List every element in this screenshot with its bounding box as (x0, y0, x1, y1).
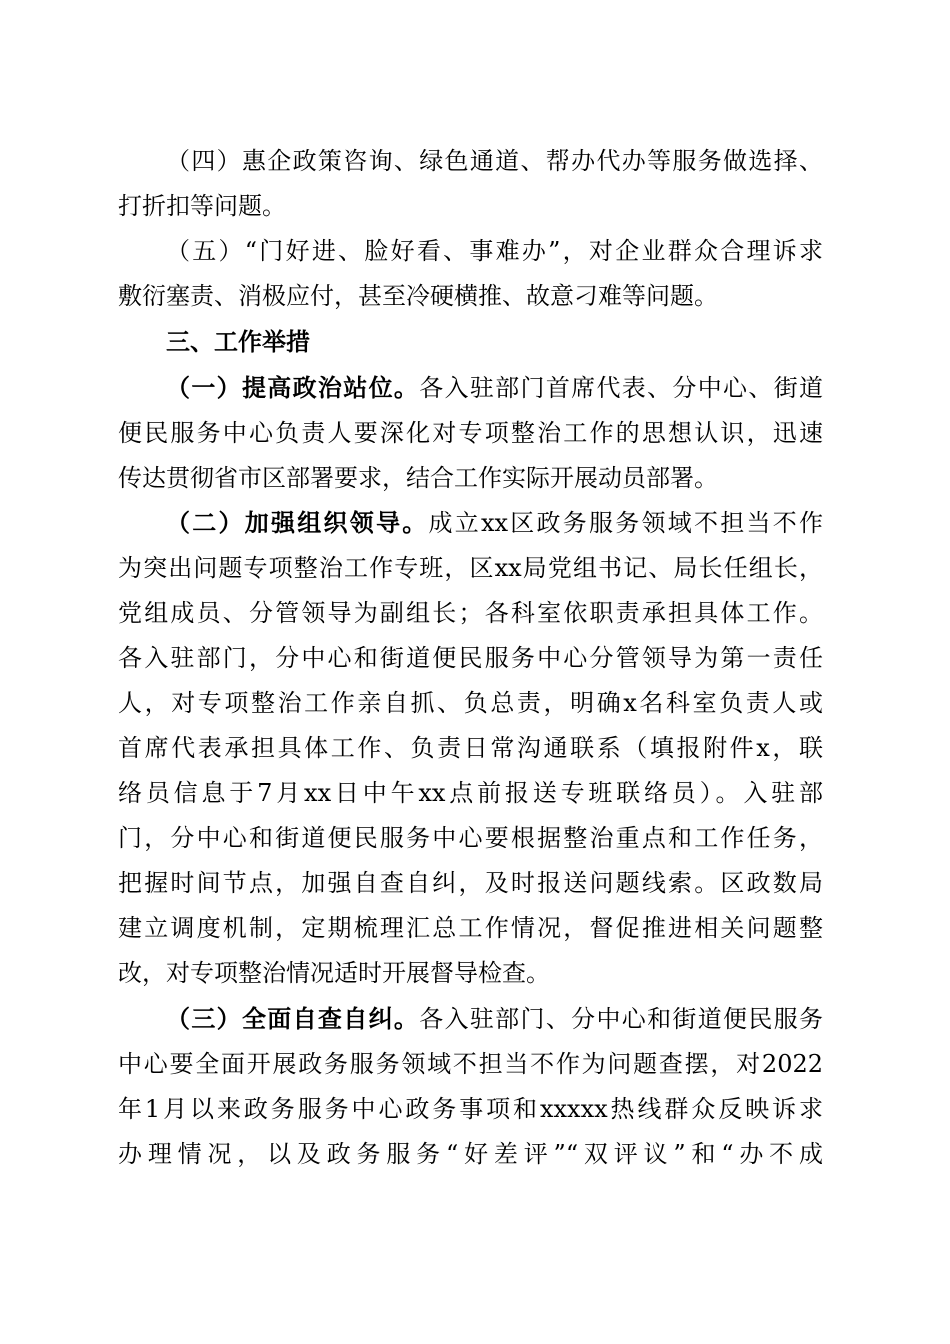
measure-two-line-8: 门，分中心和街道便民服务中心要根据整治重点和工作任务， (118, 824, 823, 852)
item-five-line-1 (166, 228, 823, 274)
item-five-text-1: “门好进、脸好看、事难办”，对企业群众合理诉求 (244, 237, 823, 265)
measure-three-text-1: 各入驻部门、分中心和街道便民服务 (419, 1005, 824, 1033)
measure-two-line-5: 人，对专项整治工作亲自抓、负总责，明确x名科室负责人或 (118, 689, 823, 717)
section-heading: 三、工作举措 (166, 328, 310, 356)
item-five-marker: （五） (166, 237, 245, 265)
measure-three-title: 全面自查自纠。 (241, 1004, 420, 1033)
measure-two-text-1: 成立xx区政务服务领域不担当不作 (428, 509, 824, 537)
measure-three-line-1 (166, 996, 823, 1042)
measure-one-line-1 (166, 365, 823, 411)
measure-two-line-2: 为突出问题专项整治工作专班，区xx局党组书记、局长任组长， (118, 554, 823, 582)
measure-one-line-2: 便民服务中心负责人要深化对专项整治工作的思想认识，迅速 (118, 419, 823, 447)
measure-two-line-6: 首席代表承担具体工作、负责日常沟通联系（填报附件x，联 (118, 734, 823, 762)
measure-two-line-9: 把握时间节点，加强自查自纠，及时报送问题线索。区政数局 (118, 869, 823, 897)
measure-three-line-4: 办理情况，以及政务服务“好差评”“双评议”和“办不成 (118, 1140, 823, 1168)
measure-one-marker: （一） (166, 373, 242, 402)
measure-three-line-3: 年1月以来政务服务中心政务事项和xxxxx热线群众反映诉求 (118, 1095, 823, 1123)
measure-two-line-4: 各入驻部门，分中心和街道便民服务中心分管领导为第一责任 (118, 644, 823, 672)
item-four-line-1 (166, 138, 823, 184)
measure-one-text-1: 各入驻部门首席代表、分中心、街道 (419, 374, 824, 402)
measure-two-title: 加强组织领导。 (244, 508, 429, 537)
measure-three-line-2: 中心要全面开展政务服务领域不担当不作为问题查摆，对2022 (118, 1050, 823, 1078)
measure-three-marker: （三） (166, 1004, 242, 1033)
measure-one-line-3: 传达贯彻省市区部署要求，结合工作实际开展动员部署。 (118, 464, 718, 492)
item-four-text-1: 惠企政策咨询、绿色通道、帮办代办等服务做选择、 (241, 147, 824, 175)
measure-two-line-7: 络员信息于7月xx日中午xx点前报送专班联络员）。入驻部 (118, 779, 823, 807)
item-four-line-2: 打折扣等问题。 (118, 192, 286, 220)
measure-one-title: 提高政治站位。 (241, 373, 420, 402)
measure-two-line-11: 改，对专项整治情况适时开展督导检查。 (118, 959, 550, 987)
measure-two-line-1 (166, 500, 823, 546)
item-four-marker: （四） (166, 147, 242, 175)
measure-two-line-10: 建立调度机制，定期梳理汇总工作情况，督促推进相关问题整 (118, 914, 823, 942)
measure-two-marker: （二） (166, 508, 245, 537)
measure-two-line-3: 党组成员、分管领导为副组长；各科室依职责承担具体工作。 (118, 599, 823, 627)
item-five-line-2: 敷衍塞责、消极应付，甚至冷硬横推、故意刁难等问题。 (118, 282, 718, 310)
